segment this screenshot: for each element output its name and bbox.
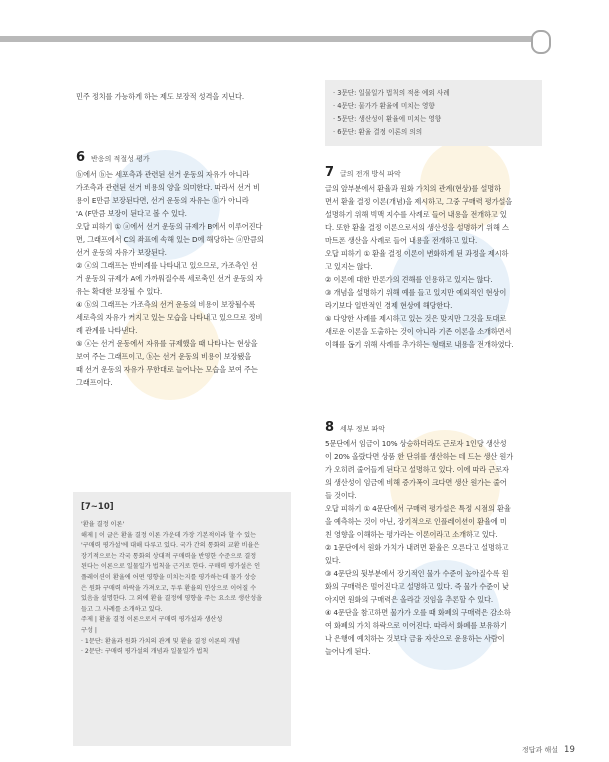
question-number: 6 — [76, 150, 86, 165]
question-8-header — [325, 420, 385, 435]
box-title: [7~10] — [81, 502, 114, 512]
question-title: 세부 정보 파악 — [340, 425, 386, 433]
question-title: 반응의 적절성 평가 — [91, 155, 150, 163]
question-6-header — [76, 150, 150, 165]
footer-label: 정답과 해설 — [522, 746, 559, 754]
page-number: 19 — [564, 745, 575, 755]
question-7-header — [325, 165, 401, 180]
intro-line: 민주 정치를 가능하게 하는 제도 보장적 성격을 지닌다. — [76, 92, 245, 101]
question-6-body: ⓑ에서 ⓑ는 세포측과 관련된 선거 운동의 자유가 아니라 가조측과 관련된 선거 비용의 양을 의미한다. 따라서 선거 비 용이 E만큼 보장된다면, 선거 운동의 자유는 ⓑ가 아니라 'A (F만큼 보장이 된다고 볼 수 있다. 오답 피하기 ① ⓐ에서 선거 운동의 규제가 B에서 이루어진다 면, 그래프에서 C의 좌표에 속해 있는 D에 해당하는 ⓐ만큼의 선거 운동의 자유가 보장된다. ② ⓐ의 그래프는 반비례를 나타내고 있으므로, 가조측인 선 거 운동의 규제가 A에 가까워질수록 세로축인 선거 운동의 자 유는 확대한 보장될 수 있다. ④ ⓑ의 그래프는 가조측의 선거 운동의 비용이 보장될수록 세로측의 자유가 커지고 있는 모습을 나타내고 있으므로 정비 례 관계를 나타낸다. ⑤ ⓐ는 선거 운동에서 자유를 규제했을 때 나타나는 현상을 보여 주는 그래프이고, ⓑ는 선거 운동의 비용이 보장됐을 때 선거 운동의 자유가 무한대로 늘어나는 모습을 보여 주는 그래프이다. — [76, 170, 264, 387]
question-number: 7 — [325, 165, 335, 180]
passage-summary-box — [73, 492, 291, 746]
question-7-body: 글의 앞부분에서 환율과 원화 가치의 관계(현상)를 설명하 면서 환율 결정 이론(개념)을 제시하고, 그중 구매력 평가설을 설명하기 위해 빅맥 지수를 사례로 들어 내용을 전개하고 있 다. 또한 환율 결정 이론으로서의 생산성을 설명하기 위해 스 마트폰 생산을 사례로 들어 내용을 전개하고 있다. 오답 피하기 ① 환율 결정 이론이 변화하게 된 과정을 제시하 고 있지는 않다. ② 이론에 대한 반론가의 견해를 인용하고 있지는 않다. ③ 개념을 설명하기 위해 예를 들고 있지만 예외적인 현상이 라기보다 일반적인 경제 현상에 해당한다. ⑤ 다양한 사례를 제시하고 있는 것은 맞지만 그것을 토대로 새로운 이론을 도출하는 것이 아니라 기존 이론을 소개하면서 이해를 돕기 위해 사례를 추가하는 형태로 내용을 전개하였다. — [325, 184, 514, 349]
question-title: 글의 전개 방식 파악 — [340, 170, 401, 178]
box-body: '환율 결정 이론' 해제 | 이 글은 환율 결정 이론 가운데 가장 기본적이라 할 수 있는 '구매력 평가설'에 대해 다루고 있다. 국가 간의 통화의 교환 비율은 장기적으로는 각국 통화의 상대적 구매력을 반영한 수준으로 결정 된다는 이론으로 일물일가 법칙을 근거로 한다. 구매력 평가설은 인 플레이션이 환율에 어떤 영향을 미치는지를 평가하는데 물가 상승 은 원화 구매력 하락을 가져오고, 두루 환율의 인상으로 이어질 수 있음을 설명한다. 그 외에 환율 결정에 영향을 주는 요소로 생산성을 들고 그 사례를 소개하고 있다. 주제 | 환율 결정 이론으로서 구매력 평가설과 생산성 구성 | · 1문단: 환율과 원화 가치의 관계 및 환율 결정 이론의 개념 · 2문단: 구매력 평가설의 개념과 일물일가 법칙 — [81, 521, 263, 656]
paragraph-outline-box: · 3문단: 일물일가 법칙의 적용 예외 사례 · 4문단: 물가가 환율에 미치는 영향 · 5문단: 생산성이 환율에 미치는 영향 · 6문단: 환율 결정 이론의 의의 — [325, 80, 542, 146]
question-8-body: 5문단에서 임금이 10% 상승하더라도 근로자 1인당 생산성 이 20% 올랐다면 상품 한 단위를 생산하는 데 드는 생산 원가 가 오히려 줄어들게 된다고 설명하고 있다. 이에 따라 근로자 의 생산성이 임금에 비해 증가폭이 크다면 생산 원가는 줄어 들 것이다. 오답 피하기 ① 4문단에서 구매력 평가설은 특정 시점의 환율 을 예측하는 것이 아닌, 장기적으로 인플레이션이 환율에 미 친 영향을 이해하는 평가라는 이론이라고 소개하고 있다. ② 1문단에서 원화 가치가 내려면 환율은 오른다고 설명하고 있다. ③ 4문단의 뒷부분에서 장기적인 물가 수준이 높아질수록 원 화의 구매력은 떨어진다고 설명하고 있다. 즉 물가 수준이 낮 아지면 원화의 구매력은 올라갈 것임을 추론할 수 있다. ④ 4문단을 참고하면 물가가 오를 때 화폐의 구매력은 감소하 여 화폐의 가치 하락으로 이어진다. 따라서 화폐를 보유하기 나 은행에 예치하는 것보다 금융 자산으로 운용하는 사람이 늘어나게 된다. — [325, 439, 514, 656]
page-footer — [522, 745, 575, 755]
question-number: 8 — [325, 420, 335, 435]
binder-clip-icon — [531, 30, 551, 54]
header-rule — [0, 36, 538, 42]
